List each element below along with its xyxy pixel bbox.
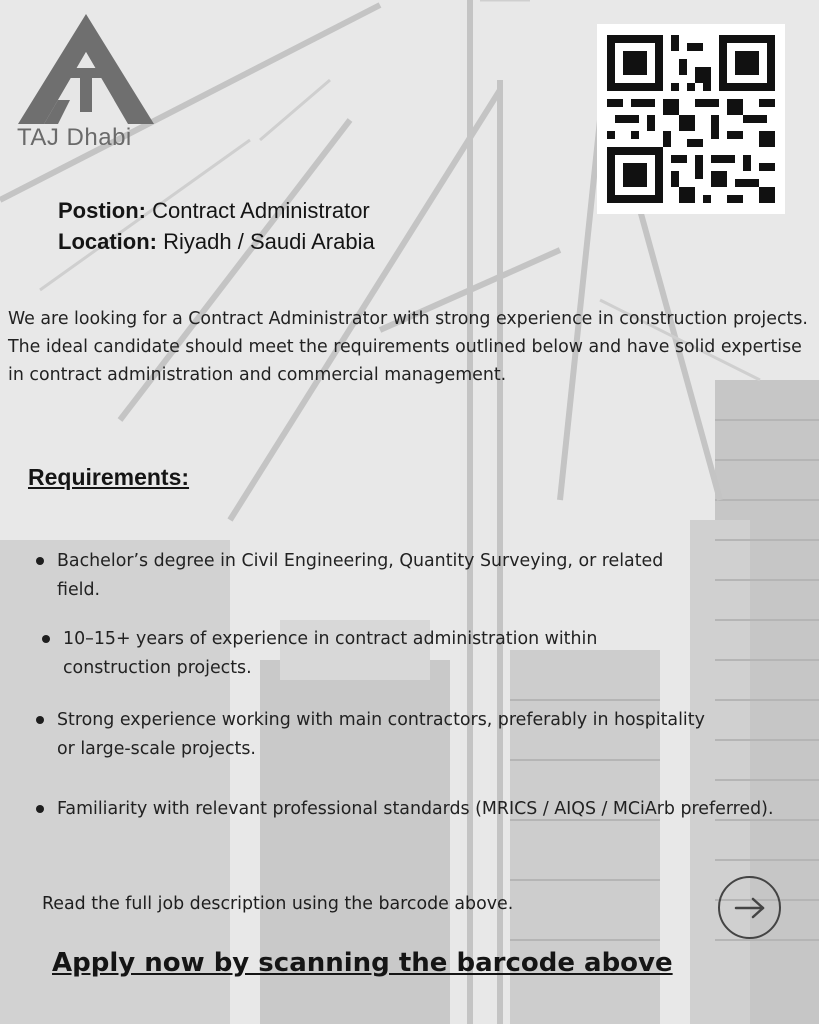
brand-name: TAJ Dhabi [17,124,132,151]
intro-line-2: The ideal candidate should meet the requirements outlined below and have solid expertise in contract administration and commercial management. [8,337,802,385]
bullet-icon [36,805,44,813]
arrow-right-button[interactable] [718,876,781,939]
requirement-item [57,795,797,824]
requirement-item [57,547,697,605]
position-value: Contract Administrator [152,198,370,223]
intro-text [8,305,816,389]
apply-link[interactable]: Apply now by scanning the barcode above [52,948,673,978]
requirement-item [63,625,703,683]
qr-code-icon[interactable] [597,24,785,214]
bullet-icon [36,557,44,565]
arrow-right-icon [733,896,767,920]
requirement-text: Strong experience working with main contractors, preferably in hospitality or large-scale projects. [57,710,705,759]
location-value: Riyadh / Saudi Arabia [163,229,375,254]
position-label: Postion: [58,198,146,223]
requirement-text: Familiarity with relevant professional standards (MRICS / AIQS / MCiArb preferred). [57,799,774,819]
job-position [58,198,370,224]
intro-line-1: We are looking for a Contract Administrator with strong experience in construction projects. [8,309,808,329]
requirement-item [57,706,717,764]
requirements-title: Requirements: [28,464,190,490]
footnote-text: Read the full job description using the barcode above. [42,894,514,914]
location-label: Location: [58,229,157,254]
requirement-text: Bachelor’s degree in Civil Engineering, Quantity Surveying, or related field. [57,551,664,600]
bullet-icon [36,716,44,724]
requirement-text: 10–15+ years of experience in contract administration within construction projects. [63,629,598,678]
bullet-icon [42,635,50,643]
job-location [58,229,375,255]
